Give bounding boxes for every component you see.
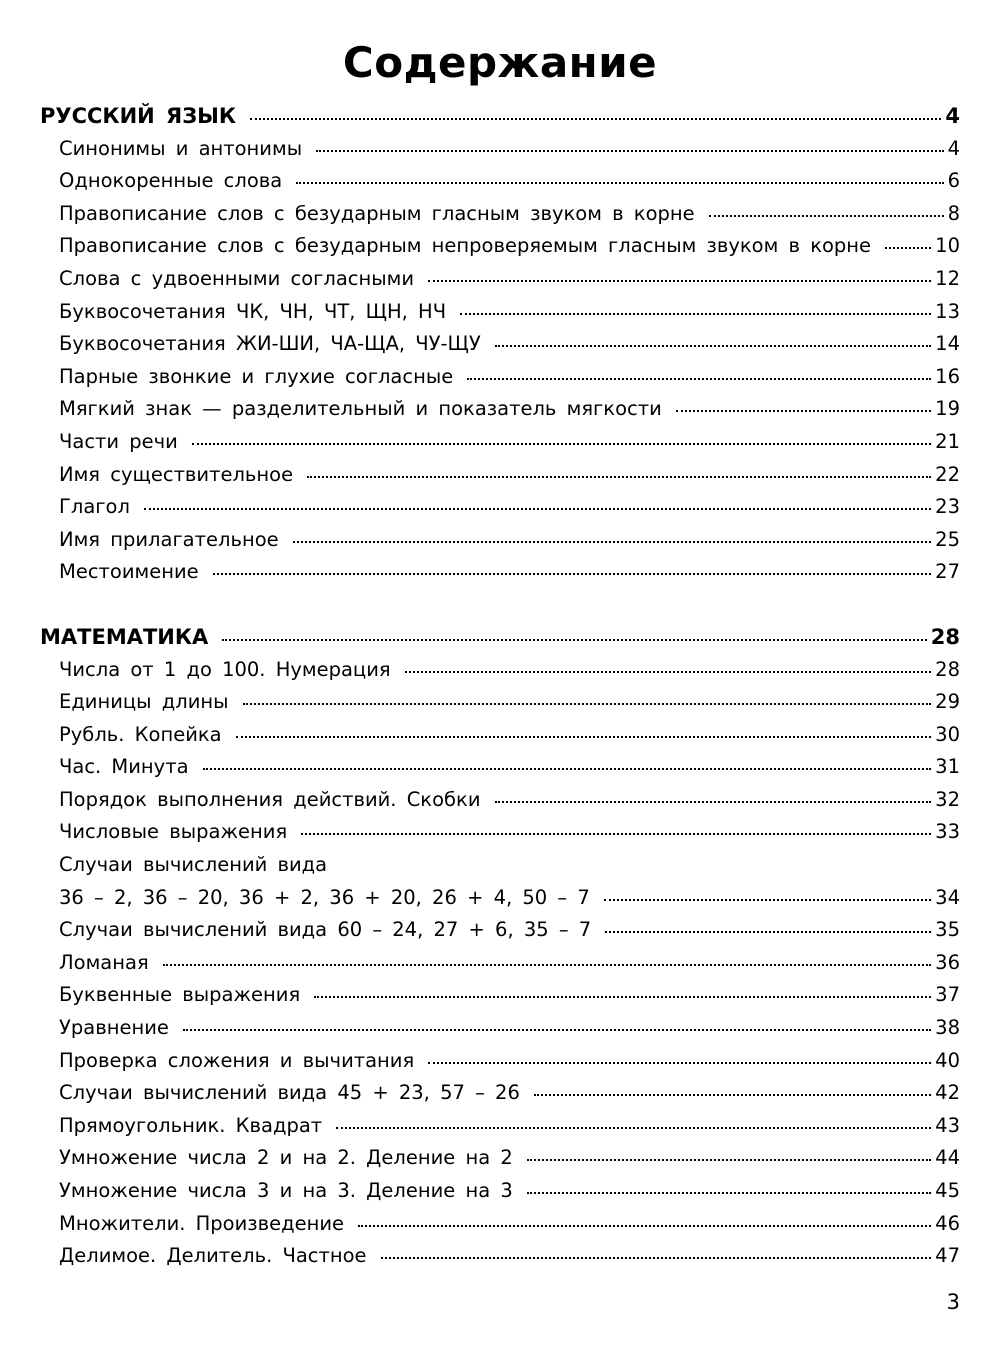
leader-dots [203, 768, 932, 770]
toc-item-page: 37 [935, 983, 960, 1007]
toc-item-page: 6 [947, 169, 960, 193]
toc-item[interactable] [40, 1208, 960, 1241]
toc-item[interactable] [40, 459, 960, 492]
toc-item[interactable] [40, 361, 960, 394]
toc-item-label: Порядок выполнения действий. Скобки [59, 787, 481, 811]
toc-item-page: 14 [935, 332, 960, 356]
leader-dots [296, 182, 943, 184]
toc-item[interactable] [40, 816, 960, 849]
toc-item-label: Парные звонкие и глухие согласные [59, 364, 454, 388]
toc-item-page: 16 [935, 364, 960, 388]
page-title: Содержание [342, 38, 658, 87]
toc-item[interactable] [40, 426, 960, 459]
section-label: РУССКИЙ ЯЗЫК [40, 104, 237, 128]
toc-item-label: Умножение числа 2 и на 2. Деление на 2 [59, 1146, 513, 1170]
toc-item[interactable] [40, 296, 960, 329]
leader-dots [467, 378, 931, 380]
toc-item[interactable] [40, 165, 960, 198]
toc-item-label: Правописание слов с безударным гласным звуком в корне [59, 201, 695, 225]
leader-dots [316, 150, 943, 152]
toc-item-page: 33 [935, 820, 960, 844]
toc-item-label: Ломаная [59, 950, 149, 974]
toc-item[interactable] [40, 491, 960, 524]
toc-item-page: 34 [935, 885, 960, 909]
toc-item-label: Числа от 1 до 100. Нумерация [59, 657, 391, 681]
toc-item-label: Мягкий знак — разделительный и показатель мягкости [59, 397, 662, 421]
toc-item-page: 13 [935, 299, 960, 323]
section-page: 28 [930, 624, 960, 649]
toc-item[interactable] [40, 947, 960, 980]
leader-dots [381, 1257, 932, 1259]
toc-item-label: Умножение числа 3 и на 3. Деление на 3 [59, 1179, 513, 1202]
toc-item-page: 19 [935, 397, 960, 421]
toc-item-page: 10 [935, 234, 960, 258]
toc-item[interactable] [40, 524, 960, 557]
leader-dots [301, 833, 931, 835]
toc-item-label: Рубль. Копейка [59, 722, 222, 746]
toc-item-label: Буквенные выражения [59, 983, 301, 1007]
toc-item-label: Случаи вычислений вида 45 + 23, 57 – 26 [59, 1081, 520, 1105]
toc-item-page: 36 [935, 950, 960, 974]
leader-dots [676, 410, 931, 412]
leader-dots [428, 1062, 931, 1064]
leader-dots [885, 247, 931, 249]
section-page: 4 [945, 104, 960, 128]
toc-item-page: 27 [935, 560, 960, 584]
leader-dots [163, 964, 931, 966]
toc-item-page: 28 [935, 657, 960, 681]
toc-item[interactable] [40, 654, 960, 687]
leader-dots [460, 313, 931, 315]
leader-dots [534, 1094, 931, 1096]
toc-item-label: Прямоугольник. Квадрат [59, 1113, 323, 1137]
table-of-contents [40, 100, 960, 1273]
toc-item-page: 44 [935, 1146, 960, 1170]
toc-item-label: Части речи [59, 429, 178, 453]
toc-item[interactable] [40, 556, 960, 589]
toc-item-page: 32 [935, 787, 960, 811]
toc-item-label: Проверка сложения и вычитания [59, 1048, 415, 1072]
leader-dots [495, 801, 932, 803]
toc-item-page: 30 [935, 722, 960, 746]
toc-item-label: Местоимение [59, 560, 199, 584]
toc-item[interactable] [40, 1175, 960, 1208]
toc-item-page: 42 [935, 1081, 960, 1105]
leader-dots [604, 899, 931, 901]
leader-dots [428, 280, 931, 282]
toc-item-label: Единицы длины [59, 690, 229, 714]
toc-item-page: 23 [935, 495, 960, 519]
leader-dots [222, 639, 926, 641]
toc-item-label: Слова с удвоенными согласными [59, 266, 415, 290]
toc-item-label: Имя существительное [59, 462, 294, 486]
toc-item-page: 35 [935, 918, 960, 942]
toc-section-russian[interactable] [40, 100, 960, 133]
toc-item[interactable] [40, 263, 960, 296]
leader-dots [243, 703, 932, 705]
toc-item[interactable] [40, 1012, 960, 1045]
toc-item-heading-line[interactable] [40, 849, 960, 882]
section-label: МАТЕМАТИКА [40, 624, 209, 649]
toc-item-label: Час. Минута [59, 755, 189, 779]
leader-dots [293, 541, 932, 543]
toc-item-label: Числовые выражения [59, 820, 288, 844]
toc-item[interactable] [40, 1110, 960, 1143]
section-gap [40, 589, 960, 621]
leader-dots [405, 671, 932, 673]
toc-item[interactable] [40, 784, 960, 817]
toc-item[interactable] [40, 979, 960, 1012]
toc-item-page: 43 [935, 1113, 960, 1137]
toc-item-label: Однокоренные слова [59, 169, 283, 193]
toc-item-label: Делимое. Делитель. Частное [59, 1244, 367, 1268]
leader-dots [213, 573, 932, 575]
toc-item-label: Уравнение [59, 1016, 169, 1040]
toc-item-label: Случаи вычислений вида [59, 853, 328, 877]
toc-item[interactable] [40, 686, 960, 719]
toc-item-page: 31 [935, 755, 960, 779]
toc-item-page: 38 [935, 1016, 960, 1040]
toc-item[interactable] [40, 882, 960, 915]
leader-dots [358, 1225, 931, 1227]
toc-item-label: Буквосочетания ЖИ-ШИ, ЧА-ЩА, ЧУ-ЩУ [59, 332, 481, 356]
leader-dots [236, 736, 932, 738]
toc-item[interactable] [40, 198, 960, 231]
toc-item[interactable] [40, 1240, 960, 1273]
toc-item[interactable] [40, 1045, 960, 1078]
leader-dots [336, 1127, 931, 1129]
toc-item[interactable] [40, 1077, 960, 1110]
toc-item-label: Синонимы и антонимы [59, 136, 303, 160]
leader-dots [605, 931, 931, 933]
leader-dots [192, 443, 931, 445]
toc-item-page: 8 [947, 201, 960, 225]
toc-item-label: Правописание слов с безударным непроверяемым гласным звуком в корне [59, 234, 872, 258]
toc-item[interactable] [40, 133, 960, 166]
leader-dots [495, 345, 931, 347]
leader-dots [183, 1029, 931, 1031]
leader-dots [250, 118, 941, 120]
toc-item[interactable] [40, 719, 960, 752]
toc-section-math[interactable] [40, 621, 960, 654]
toc-item-label: Множители. Произведение [59, 1211, 345, 1235]
toc-item-label: Глагол [59, 495, 130, 519]
toc-item[interactable] [40, 230, 960, 263]
toc-item-page: 46 [935, 1211, 960, 1235]
toc-item-page: 47 [935, 1244, 960, 1268]
leader-dots [527, 1159, 931, 1161]
toc-item-page: 29 [935, 690, 960, 714]
toc-item[interactable] [40, 914, 960, 947]
leader-dots [527, 1192, 931, 1194]
leader-dots [144, 508, 931, 510]
toc-item-page: 22 [935, 462, 960, 486]
leader-dots [314, 996, 931, 998]
toc-item-label: Буквосочетания ЧК, ЧН, ЧТ, ЩН, НЧ [59, 299, 447, 323]
leader-dots [709, 215, 944, 217]
toc-item-page: 45 [935, 1179, 960, 1202]
toc-item[interactable] [40, 328, 960, 361]
toc-item-label: Случаи вычислений вида 60 – 24, 27 + 6, 35 – 7 [59, 918, 592, 942]
toc-item[interactable] [40, 1142, 960, 1175]
page-number: 3 [946, 1290, 960, 1314]
toc-item[interactable] [40, 393, 960, 426]
toc-item-label: Имя прилагательное [59, 527, 279, 551]
toc-item-page: 21 [935, 429, 960, 453]
toc-item-label-continued: 36 – 2, 36 – 20, 36 + 2, 36 + 20, 26 + 4, 50 – 7 [59, 885, 590, 909]
toc-item-page: 40 [935, 1048, 960, 1072]
toc-item-page: 12 [935, 266, 960, 290]
toc-item-page: 25 [935, 527, 960, 551]
toc-item[interactable] [40, 751, 960, 784]
leader-dots [307, 476, 931, 478]
toc-item-page: 4 [947, 136, 960, 160]
